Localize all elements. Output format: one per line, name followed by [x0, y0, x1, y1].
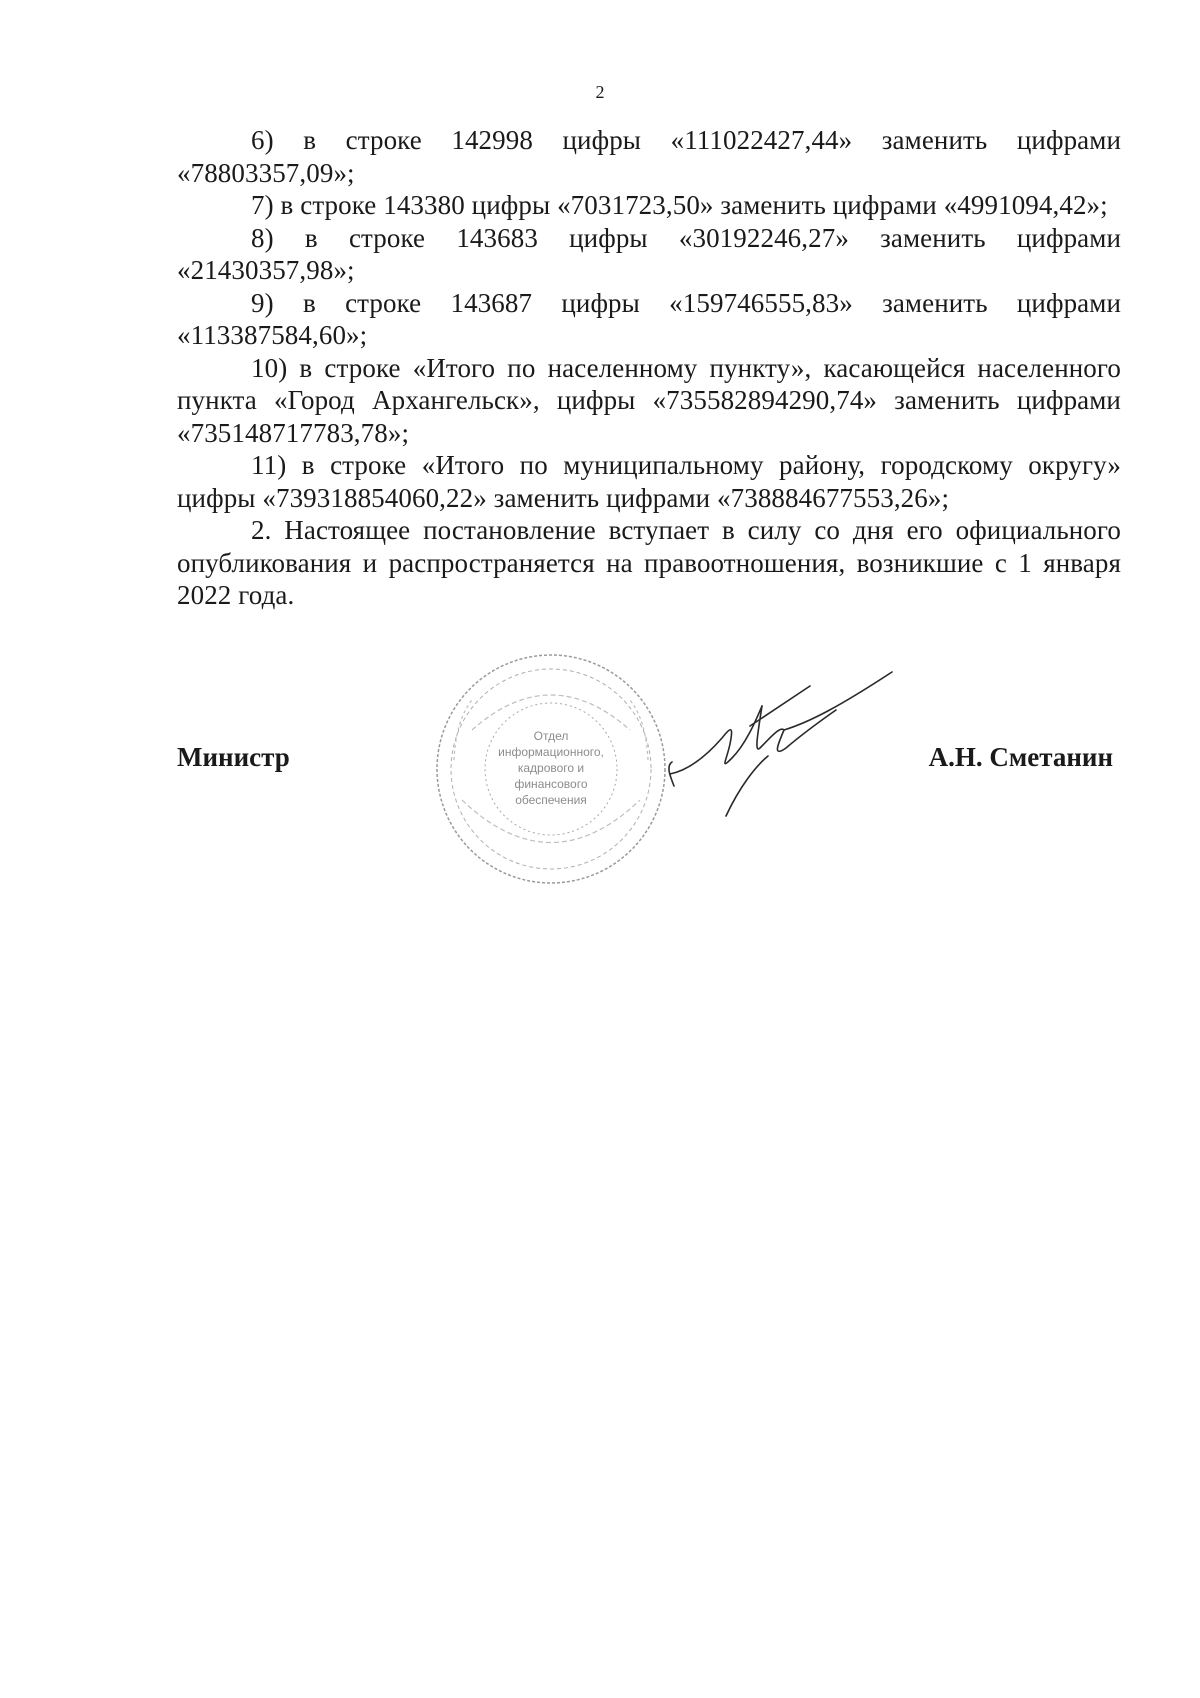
paragraph-item-9: 9) в строке 143687 цифры «159746555,83» заменить цифрами «113387584,60»;: [177, 287, 1121, 350]
document-body: [177, 124, 1121, 612]
paragraph-item-8: 8) в строке 143683 цифры «30192246,27» заменить цифрами «21430357,98»;: [177, 222, 1121, 285]
paragraph-item-6: 6) в строке 142998 цифры «111022427,44» заменить цифрами «78803357,09»;: [177, 125, 1121, 188]
page-number: 2: [595, 82, 605, 102]
position-title: Министр: [177, 742, 290, 772]
svg-text:Отдел: Отдел: [533, 729, 569, 743]
paragraph-item-7: 7) в строке 143380 цифры «7031723,50» заменить цифрами «4991094,42»;: [251, 190, 1108, 220]
svg-text:кадрового и: кадрового и: [517, 761, 585, 775]
paragraph-item-10: 10) в строке «Итого по населенному пункту», касающейся населенного пункта «Город Архангельск», цифры «735582894290,74» заменить цифрами «735148717783,78»;: [177, 352, 1121, 448]
svg-text:обеспечения: обеспечения: [515, 793, 587, 807]
svg-text:информационного,: информационного,: [498, 745, 604, 759]
signatory-name: А.Н. Сметанин: [928, 742, 1113, 772]
svg-text:финансового: финансового: [514, 777, 588, 791]
paragraph-effective-date: 2. Настоящее постановление вступает в силу со дня его официального опубликования и распространяется на правоотношения, возникшие с 1 января 2022 года.: [177, 515, 1121, 610]
official-stamp-icon: [432, 650, 670, 888]
handwritten-signature-icon: [660, 666, 900, 826]
paragraph-item-11: 11) в строке «Итого по муниципальному району, городскому округу» цифры «739318854060,22» заменить цифрами «738884677553,26»;: [177, 450, 1121, 513]
